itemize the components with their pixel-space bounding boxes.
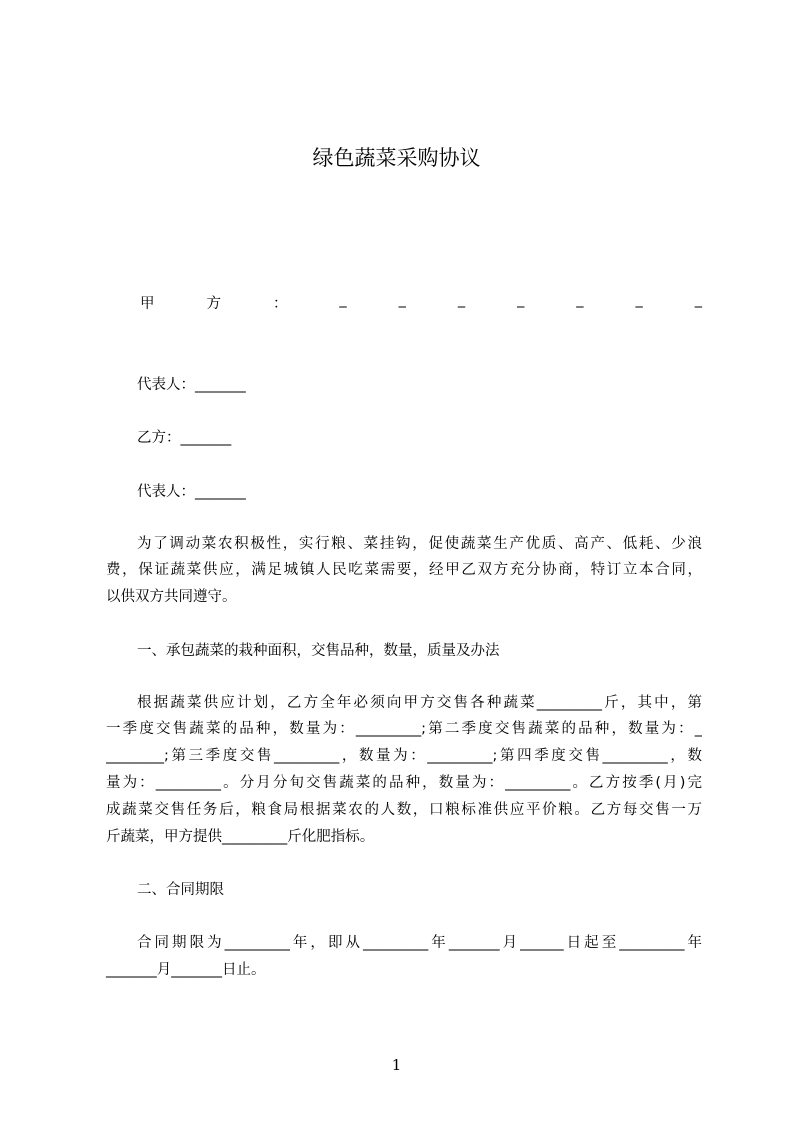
intro-line: 费，保证蔬菜供应，满足城镇人民吃菜需要，经甲乙双方充分协商，特订立本合同，: [106, 562, 702, 578]
intro-line: 以供双方共同遵守。: [106, 589, 237, 605]
party-a-char: 方: [206, 296, 221, 312]
party-a-blank: _: [694, 292, 702, 308]
section1-line: 量为：_________。分月分旬交售蔬菜的品种，数量为：_________。乙方按季(月)完: [106, 775, 702, 791]
party-a-blank: _: [576, 292, 584, 308]
section1-line: 根据蔬菜供应计划，乙方全年必须向甲方交售各种蔬菜_________斤，其中，第: [137, 695, 702, 711]
section1-line: 成蔬菜交售任务后，粮食局根据菜农的人数，口粮标准供应平价粮。乙方每交售一万: [106, 802, 702, 818]
party-a-blank: _: [635, 292, 643, 308]
party-a-blank: _: [457, 292, 466, 308]
party-b: 乙方：_______: [137, 430, 232, 446]
party-a-blank: _: [517, 292, 525, 308]
representative-b: 代表人：_______: [137, 484, 246, 500]
page-number: 1: [391, 1056, 402, 1074]
section1-line: ________;第三季度交售_________，数量为：_________;第四季度交售_________，数: [106, 748, 702, 764]
party-a-line: [140, 292, 702, 313]
section2-heading: 二、合同期限: [137, 882, 224, 898]
party-a-blank: _: [339, 292, 347, 308]
document-title: 绿色蔬菜采购协议: [312, 146, 481, 170]
party-a-char: 甲: [140, 296, 155, 312]
intro-line: 为了调动菜农积极性，实行粮、菜挂钩，促使蔬菜生产优质、高产、低耗、少浪: [137, 536, 702, 552]
party-a-char: ：: [272, 296, 288, 312]
section1-line: 斤蔬菜，甲方提供_________斤化肥指标。: [106, 829, 375, 845]
party-a-blank: _: [398, 292, 406, 308]
section1-heading: 一、承包蔬菜的栽种面积，交售品种，数量，质量及办法: [137, 643, 500, 659]
section2-line: _______月_______日止。: [106, 962, 266, 978]
section2-line: 合同期限为_________年，即从_________年_______月______日起至_________年: [137, 935, 702, 951]
section1-line: 一季度交售蔬菜的品种，数量为：_________;第二季度交售蔬菜的品种，数量为：_: [106, 721, 702, 737]
representative-a: 代表人：_______: [137, 377, 246, 393]
